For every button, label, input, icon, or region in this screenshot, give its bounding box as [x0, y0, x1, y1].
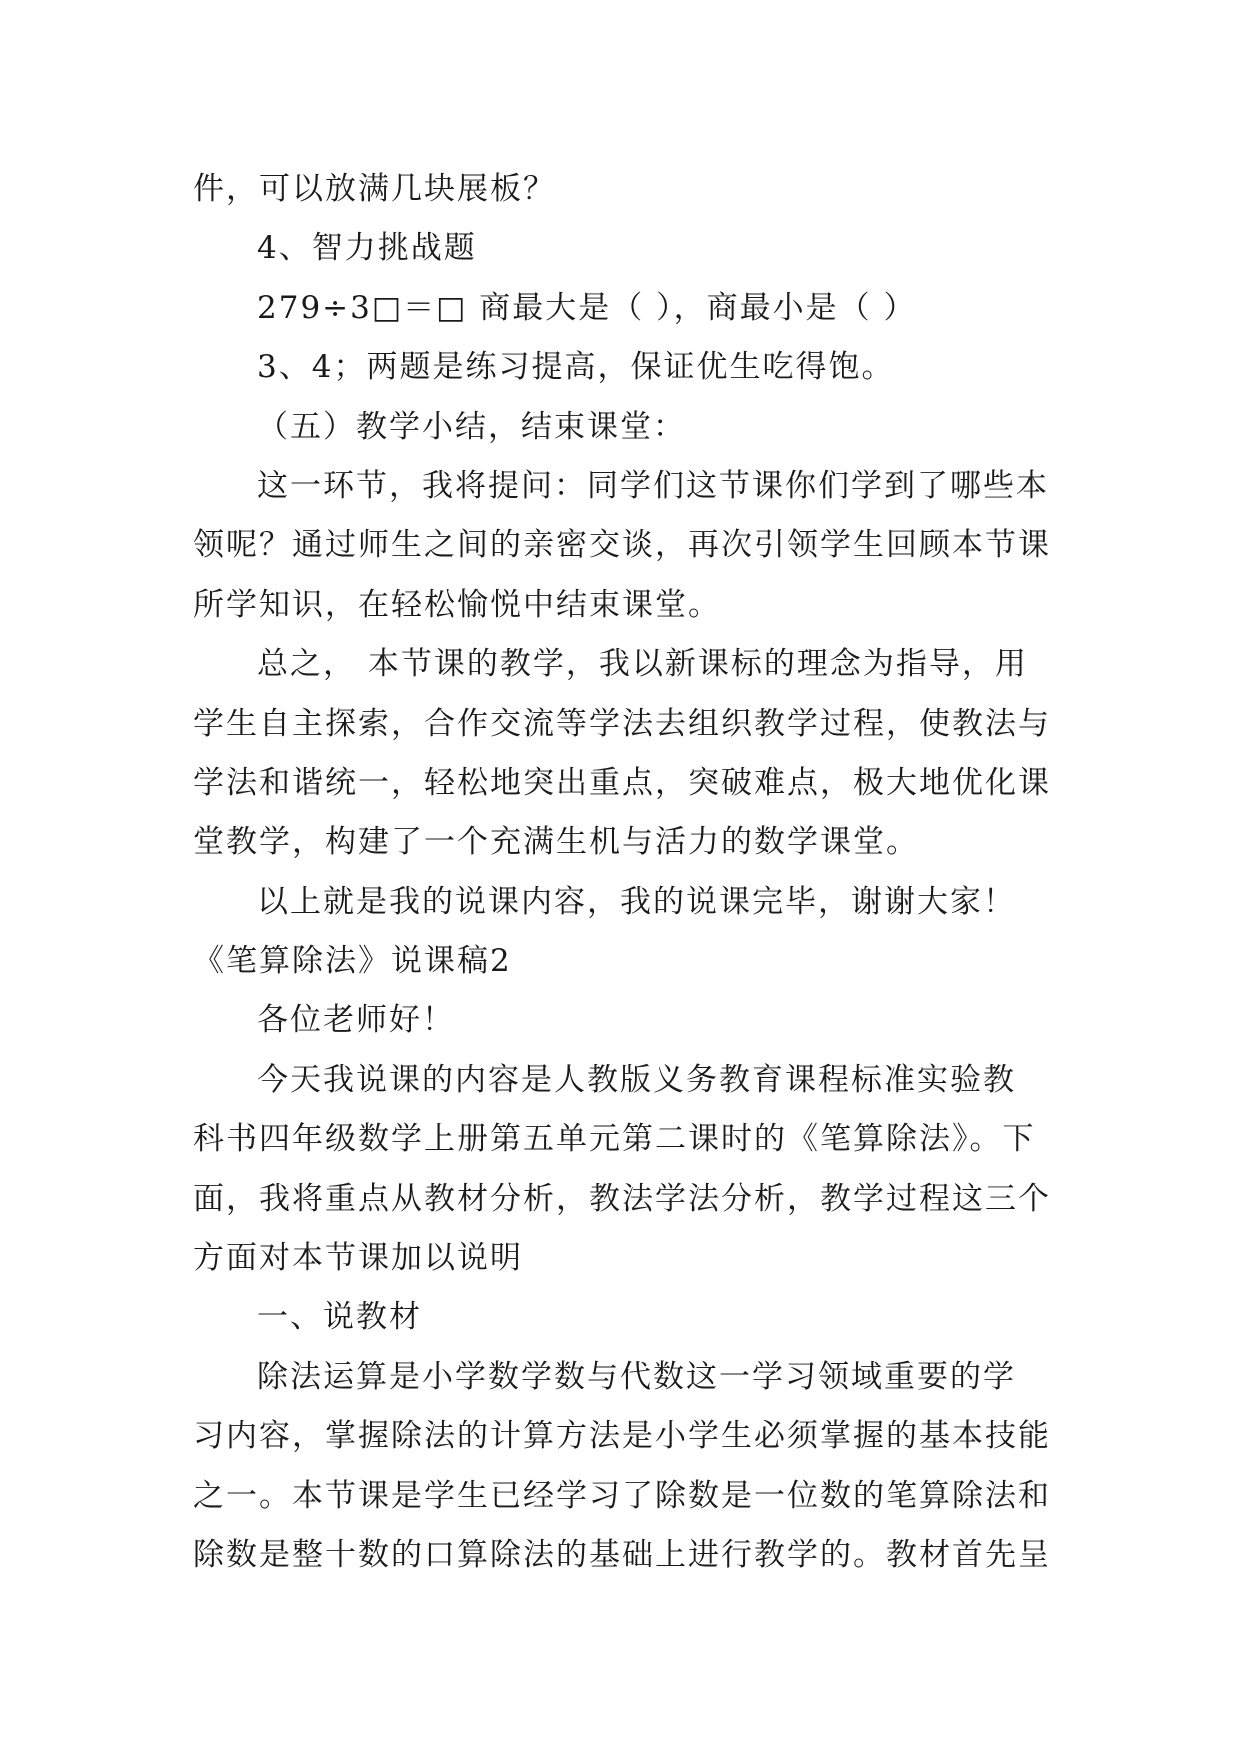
text-line-22: 习内容，掌握除法的计算方法是小学生必须掌握的基本技能	[193, 1418, 1051, 1455]
text-line-23: 之一。本节课是学生已经学习了除数是一位数的笔算除法和	[193, 1477, 1051, 1514]
text-line-19: 方面对本节课加以说明	[193, 1240, 523, 1277]
exercise-heading-4: 4、智力挑战题	[257, 230, 477, 267]
text-line-10: 学生自主探索，合作交流等学法去组织教学过程，使教法与	[193, 705, 1051, 742]
math-challenge-line: 279÷3□＝□ 商最大是（ ），商最小是（ ）	[257, 289, 917, 326]
section-heading-summary: （五）教学小结，结束课堂：	[257, 408, 686, 445]
greeting-line: 各位老师好！	[257, 1002, 455, 1039]
text-line-4: 3、4；两题是练习提高，保证优生吃得饱。	[257, 349, 895, 386]
section-heading-textbook: 一、说教材	[257, 1299, 422, 1336]
text-line-21: 除法运算是小学数学数与代数这一学习领域重要的学	[257, 1358, 1016, 1395]
text-line-16: 今天我说课的内容是人教版义务教育课程标准实验教	[257, 1061, 1016, 1098]
text-line-9: 总之， 本节课的教学，我以新课标的理念为指导，用	[257, 646, 1028, 683]
text-line-12: 堂教学，构建了一个充满生机与活力的数学课堂。	[193, 824, 919, 861]
text-line-17: 科书四年级数学上册第五单元第二课时的《笔算除法》。下	[193, 1121, 1036, 1158]
text-line-18: 面，我将重点从教材分析，教法学法分析，教学过程这三个	[193, 1180, 1051, 1217]
text-line-6: 这一环节，我将提问：同学们这节课你们学到了哪些本	[257, 467, 1049, 504]
text-line-13: 以上就是我的说课内容，我的说课完毕，谢谢大家！	[257, 883, 1016, 920]
text-line-24: 除数是整十数的口算除法的基础上进行教学的。教材首先呈	[193, 1536, 1051, 1573]
document-body	[193, 160, 1053, 1585]
text-line-8: 所学知识，在轻松愉悦中结束课堂。	[193, 586, 721, 623]
text-line-7: 领呢？通过师生之间的亲密交谈，再次引领学生回顾本节课	[193, 527, 1051, 564]
document-title-2: 《笔算除法》说课稿2	[193, 943, 512, 980]
text-line-1: 件，可以放满几块展板？	[193, 171, 556, 207]
text-line-11: 学法和谐统一，轻松地突出重点，突破难点，极大地优化课	[193, 764, 1051, 801]
